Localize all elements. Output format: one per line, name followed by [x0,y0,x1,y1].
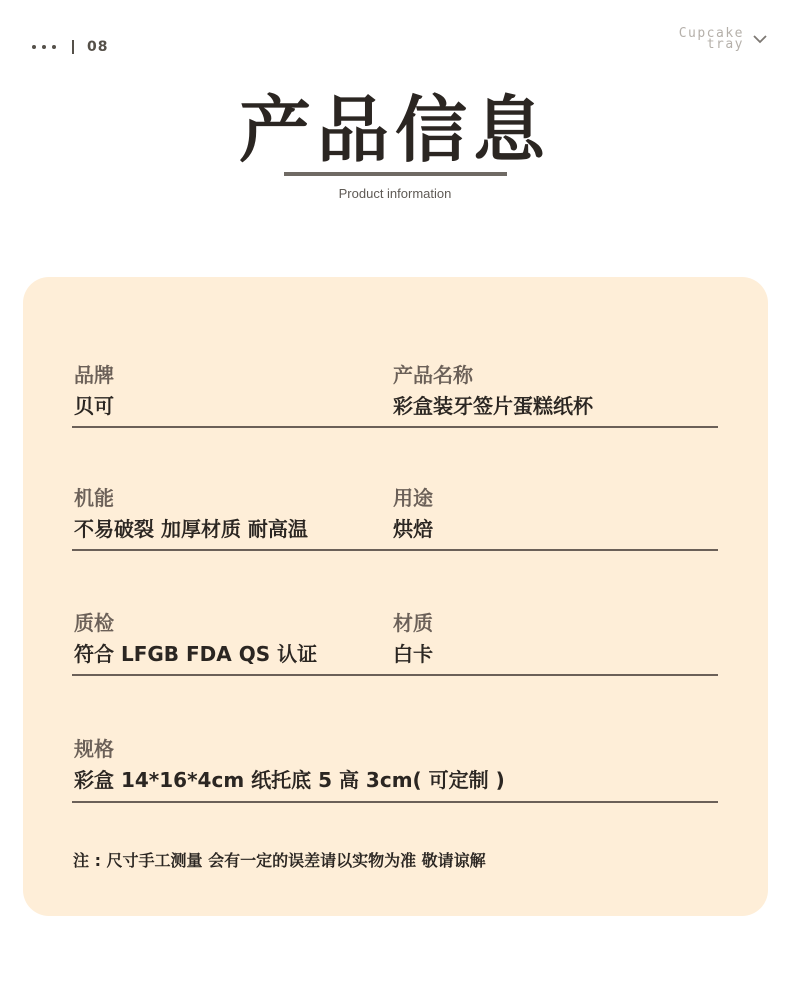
spec-field [74,736,505,794]
brand-value: 贝可 [74,394,114,418]
spec-value: 彩盒 14*16*4cm 纸托底 5 高 3cm( 可定制 ) [74,768,505,792]
brand-line-1: Cupcake [678,26,744,41]
info-row-spec [72,736,718,803]
product-name-label: 产品名称 [393,363,473,387]
product-name-value: 彩盒装牙签片蛋糕纸杯 [393,394,593,418]
usage-value: 烘焙 [393,517,433,541]
quality-check-value: 符合 LFGB FDA QS 认证 [74,642,318,666]
title-underline [284,172,507,176]
brand-header[interactable] [679,28,768,50]
brand-field [74,362,114,420]
brand-name-en [679,28,744,50]
function-value: 不易破裂 加厚材质 耐高温 [74,517,308,541]
page-number: 08 [87,39,109,55]
divider [72,40,74,54]
material-label: 材质 [393,611,433,635]
page-subtitle: Product information [338,186,452,201]
function-field [74,485,308,543]
spec-label: 规格 [74,737,114,761]
usage-field [393,485,433,543]
more-dots-icon[interactable] [32,45,56,49]
material-value: 白卡 [393,642,433,666]
material-field [393,610,433,668]
measurement-note: 注 : 尺寸手工测量 会有一定的误差请以实物为准 敬请谅解 [73,851,486,870]
product-name-field [393,362,593,420]
brand-line-2: tray [706,37,744,52]
info-row-brand [72,362,718,428]
quality-check-field [74,610,317,668]
page-title: 产品信息 [238,88,551,172]
usage-label: 用途 [393,486,433,510]
info-row-quality [72,610,718,676]
chevron-down-icon[interactable] [752,33,768,45]
info-row-function [72,485,718,551]
page-indicator [32,37,108,57]
brand-label: 品牌 [74,363,114,387]
quality-check-label: 质检 [74,611,114,635]
function-label: 机能 [74,486,114,510]
